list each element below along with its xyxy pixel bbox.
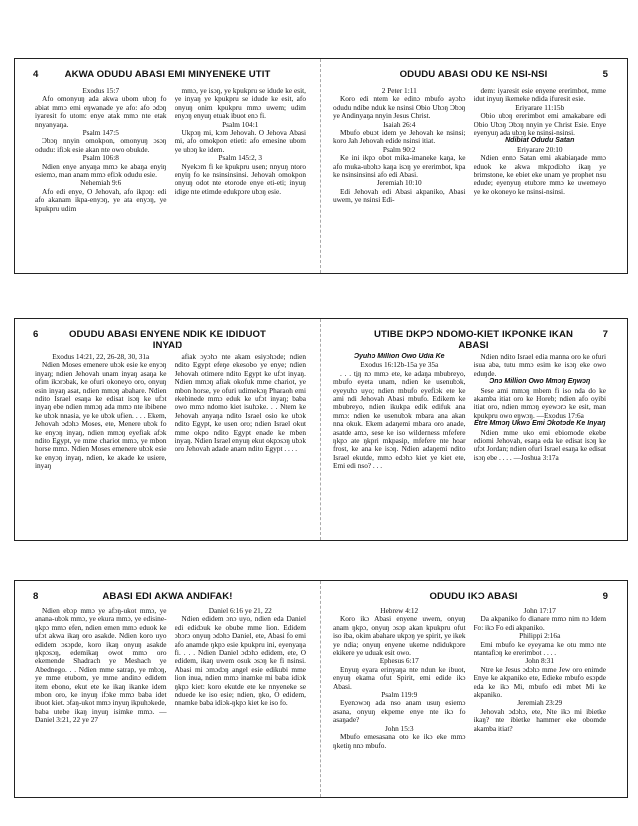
scripture-reference: Psalm 147:5 [82,128,119,138]
verse-text: Ndien ndito Israel edia manna oro ke ofuri isua aba, tutu mmɔ esim ke isɔŋ eke owo eduŋde. [473,353,606,378]
page-4 [15,59,320,273]
booklet-sheet-2 [14,318,628,541]
verse-text: Ndien mme uko emi ebiomode ekebe ediomi Jehovah, esaŋa eda ke edisat isɔŋ ke ufɔt Jordan; ndien ofuri Israel esaŋa ke edisat isɔŋ ebe . . . . —Joshua 3:17a [473,427,606,462]
verse-text: Ɔbɔŋ nnyin omokpon, omonyuŋ ɔsɔŋ odudu: ifiɔk esie akan nte owo obukde. [35,136,167,154]
verse-text: Emi mbufo ke eyeyama ke otu mmɔ nte ntantafiɔŋ ke ererimbot . . . . [473,639,606,658]
verse-text: Ntre ke Jesus ɔdɔhɔ mme Jew oro enimde Enye ke akpaniko ete, Edieke mbufo esɔpde eda ke ikɔ Mi, mbufo edi mbet Mi ke akpaniko. [473,664,606,700]
page-9 [321,581,626,797]
verse-text: Enyuŋ eyara erinyaŋa nte ndun ke ibuot, enyuŋ ekama ofut Spirit, emi edide ikɔ Abasi. [333,664,466,691]
page-number: 8 [33,591,39,602]
page-title: AKWA ODUDU ABASI EMI MINYENEKE UTIT [64,69,271,80]
text-column [175,607,307,791]
verse-text: Ndien edidem ɔnɔ uyo, ndien eda Daniel edi edidɔuk ke obube mme lion. Edidem ɔbɔrɔ onyuŋ ɔdɔhɔ Daniel, ete, Abasi fo emi afo anamde ŋkpɔ esie kpukpru ini, eyenyaŋa fi. . . . Ndien Daniel ɔdɔhɔ edidem, ete, O edidem, ikaŋ uwem osuk ɔsɔŋ ke fi nsinsi. Abasi mi ɔmɔdɔŋ angel esie edikubi mme lion inua, ndien mmɔ inamke mi baba idiɔk ŋkpɔ kiet: koro ekutde ete ke nnyeneke se nduede ke iso esie; ndien, ŋko, O edidem, nnamke baba idiɔk-ŋkpɔ kiet ke iso fo. [174,614,306,708]
verse-text: Sese ami mmɔŋ mbem fi iso nda do ke akamba itiat oro ke Horeb; ndien afo oyibi itiat oro, ndien mmɔŋ eyewɔrɔ ke esit, man kpukpru owo eŋwɔŋ. —Exodus 17:6a [473,385,606,420]
verse-text: afiak ɔyɔhɔ nte akam esiyɔhɔde; ndien ndito Egypt efeŋe ekesobo ye enye; ndien Jehovah otimere ndito Egypt ke ufɔt inyaŋ. Ndien mmɔŋ afiak okofuk mme chariot, ye mbon horse, ye ofuri udimekɔŋ Pharaoh emi ekebinede mmɔ eduk ke ufɔt inyaŋ; baba owo mmɔ ndomo kiet isuhɔke. . . Ntem ke Jehovah anyaŋa ndito Israel osio ke ubɔk ndito Egypt, ke usen oro; ndien Israel okut mme okpo ndito Egypt enade ke mben inyaŋ. Ndien Israel enyuŋ ekut okpɔsɔŋ ubɔk oro Jehovah adade anam ndito Egypt . . . . [174,353,306,454]
verse-text: Nyekɔm fi ke kpukpru usen; nnyuŋ ntoro enyiŋ fo ke nsinsinsinsi. Jehovah omokpon onyuŋ odot nte etorode enye eti-eti; inyuŋ idige nte etimde edukpɔre ubɔŋ esie. [174,161,306,196]
section-subheading: Ɔnɔ Million Owo Mmɔŋ Eŋwɔŋ [489,378,591,386]
page-title: ODUDU IKƆ ABASI [429,591,518,602]
verse-text: Ndien enye anyaŋa mmɔ ke abaŋa enyiŋ esiemɔ, man anam mmɔ efiɔk odudu esie. [35,161,167,180]
text-column [175,87,307,267]
scripture-reference: Exodus 15:7 [82,87,120,95]
page-title: ODUDU ABASI ODU KE NSI-NSI [399,69,548,80]
text-column [333,87,466,267]
scripture-reference: Nehemiah 9:6 [80,178,122,188]
text-column [474,353,607,534]
verse-text: Afo omonyuŋ ada akwa ubom ubɔŋ fo abiat mmɔ emi eŋwanade ye afo: afo ɔdɔŋ iyaresit fo utom: enye atak mmɔ nte etak nnyanyaŋa. [35,94,167,129]
page-6 [15,319,320,540]
page-number: 5 [602,69,608,80]
text-column [474,607,607,791]
section-subheading: Etre Mmɔŋ Ukwɔ Emi Ɔkotɔde Ke Inyaŋ [474,420,606,428]
text-columns [35,607,306,791]
scripture-reference: Eriyarare 11:15b [515,102,565,112]
scripture-reference: Eriyarare 20:10 [516,144,563,154]
booklet-sheet-1 [14,58,628,274]
scripture-reference: 2 Peter 1:11 [381,87,417,95]
scripture-reference: Psalm 90:2 [382,144,416,154]
scripture-reference: Daniel 6:16 ye 21, 22 [208,607,272,615]
section-subheading: Ndibiat Odudu Satan [505,137,575,145]
verse-text: Ndien Moses emenere ubɔk esie ke enyɔŋ inyaŋ; ndien Jehovah unam inyaŋ asaŋa ke ofim ikɔrɔbak, ke ofuri okoneyo oro, onyuŋ esin inyaŋ asat, ndien mmɔŋ abahare. Ndien ndito Israel esaŋa ke edisat isɔŋ ke ufɔt inyaŋ ebe ndien mmɔŋ ada mmɔ nte ibibene ke ubɔk nnasia, ye ke ubɔk ufien. . . . Ekem, Jehovah ɔdɔhɔ Moses, ete, Menere ubɔk fo ke enyɔŋ inyaŋ, ndien mmɔŋ eyefiak afɔk ndito Egypt, ye mme chariot mmɔ, ye mbon horse mmɔ. Ndien Moses emenere ubɔk esie ke enyɔŋ inyaŋ, ndien, ke akade ke usiere, inyaŋ [35,360,167,471]
scripture-reference: Psalm 145:2, 3 [218,153,263,163]
page-number: 4 [33,69,39,80]
page-title: ABASI EDI AKWA ANDIFAK! [102,591,233,602]
verse-text: Ke ini ikpɔ obot mika-imaneke kaŋa, ke afo muka-ubɔhɔ kaŋa isɔŋ ye ererimbot, kpa ke nsinsinsinsi afo edi Abasi. [333,153,466,180]
page-title: ODUDU ABASI ENYENE NDIK KE IDIDUOT INYAŊ [68,329,267,351]
scripture-reference: John 15:3 [384,723,414,733]
scripture-reference: Jeremiah 23:29 [517,698,563,708]
page-header [25,329,310,351]
verse-text: Koro edi ntem ke edinɔ mbufo ayɔhɔ odudu ndibe nduk ke nsinsi Obio Ubɔŋ Ɔbɔŋ ye Andinyaŋa nnyin Jesus Christ. [333,94,466,121]
text-columns [333,87,606,267]
scripture-reference: John 8:31 [525,656,555,666]
scripture-reference: Exodus 14:21, 22, 26-28, 30, 31a [52,353,150,361]
page-number: 6 [33,329,39,340]
verse-text: Edi Jehovah edi Abasi akpaniko, Abasi uwem, ye nsinsi Edi- [333,186,466,205]
verse-text: Eyenɔwɔŋ ada nso anam usuŋ esiemɔ asana, onyuŋ ekpeme enye nte ikɔ fo asaŋade? [333,698,466,725]
scripture-reference: Psalm 119:9 [381,690,418,700]
verse-text: Mbufo emesasana oto ke ikɔ eke mmɔ ŋketiŋ nnɔ mbufo. [333,732,466,750]
page-number: 7 [602,329,608,340]
scripture-reference: Philippi 2:16a [519,631,561,641]
text-columns [333,607,606,791]
page-8 [15,581,320,797]
page-header [331,591,616,602]
page-header [25,69,310,80]
page-title: UTIBE ŊKPƆ NDOMO-KIET IKPONKE IKAN ABASI [373,329,574,351]
scripture-reference: Hebrew 4:12 [380,607,419,615]
page-number: 9 [602,591,608,602]
text-column [175,353,307,534]
text-columns [35,353,306,534]
verse-text: Koro ikɔ Abasi enyene uwem, onyuŋ anam ŋkpɔ, onyuŋ ɔsɔp akan kpukpru ofut iso iba, okim abahare ukpɔŋ ye spirit, ye ikek ye ndia; onyuŋ enyene ukeme ndidukpɔre ekikere ye uduak esit owo. [333,614,466,658]
scripture-reference: Isaiah 26:4 [383,119,416,129]
verse-text: Ndien ebɔp mmɔ ye afɔŋ-ukot mmɔ, ye anana-ubɔk mmɔ, ye ekura mmɔ, ye edisine-ŋkpɔ mmɔ efen, ndien emen mmɔ eduok ke ufɔt akwa ikaŋ oro asakde. Ndien koro uyo edidem ɔsɔpde, koro ikaŋ onyuŋ asakde ŋkpɔsɔŋ, edemikaŋ owot mmɔ oro ekemende Shadrach ye Meshach ye Abednego. . . Ndien mme satrap, ye mbɔŋ, ye mme etubom, ye mme andinɔ edidem item ebono, ekut ete ke ikaŋ ikanke idem mbon oro, ke inyuŋ ifɔke mmɔ baba idet ibuot kiet. ɔfaŋ-ukot mmɔ inyuŋ ikpuhɔkede, baba utebe ikaŋ inyuŋ isimke mmɔ. —Daniel 3:21, 22 ye 27 [35,607,167,725]
scripture-reference: Exodus 16:12b-15a ye 35a [360,360,439,370]
verse-text: Mbufo ebuɔt idem ye Jehovah ke nsinsi; koro Jah Jehovah edide nsinsi itiat. [333,128,466,146]
scripture-reference: Psalm 104:1 [222,119,259,129]
text-column [333,353,466,534]
verse-text: dem: iyaresit esie enyene ererimbot, mme idut inyuŋ ikemeke ndida ifuresit esie. [473,87,606,104]
text-column [35,353,167,534]
page-5 [321,59,626,273]
text-column [333,607,466,791]
page-header [25,591,310,602]
verse-text: Ukpɔŋ mi, kɔm Jehovah. O Jehova Abasi mi, afo omokpon etieti: afo emesine ubom ye ubɔŋ ke idem. [174,128,306,154]
text-column [474,87,607,267]
verse-text: mmɔ, ye isɔŋ, ye kpukpru se idude ke esit, ye inyaŋ ye kpukpru se idude ke esit, afo onyuŋ onim kpukpru mmɔ uwem; udim enyɔŋ enyuŋ etuak ibuot enɔ fi. [174,87,306,121]
section-subheading: Ɔyuhɔ Million Owo Udia Ke [353,353,445,360]
verse-text: Ndien ennɔ Satan emi akabiaŋade mmɔ eduok ke akwa mkpɔdiɔhɔ ikaŋ ye brimstone, ke ebiet eke unam ye prophet nsu edude; eyenyuŋ etubɔre mmɔ ke uwemeyo ye ke okoneyo ke nsinsi-nsinsi. [473,153,606,196]
page-header [331,329,616,351]
verse-text: Jehovah ɔdɔhɔ, ete, Nte ikɔ mi ibietke ikaŋ? nte ibietke hammer eke obomde akamba itiat? [473,706,606,733]
scripture-reference: Psalm 106:8 [82,153,119,163]
scripture-reference: Jeremiah 10:10 [376,178,422,188]
page-header [331,69,616,80]
verse-text: . . . ti̱ŋ nɔ mmɔ ete, ke adaŋa mbubreyo, mbufo eyeta unam, ndien ke usenubɔk, eyeyuhɔ uyo; ndien mbufo eyefiɔk ete ke ami ndi Jehovah Abasi mbufo. Edikem ke mbubreyo, ndien ikukpa edik edifuk ana mmɔ: ndien ke usenubɔk mbara ana akan nna okuk. Ekem adaŋemi mbara oro anade, asatde amɔ, sese ke iso wilderness mfefere ŋkpɔ ate ŋkpri mkpasip, mfefere nte hoar frost, ke ana ke isɔŋ. Ndien adaŋemi ndito Israel ekutde, mmɔ edɔhɔ kiet ye kiet ete, Emi edi nso? . . . [333,368,466,471]
scripture-reference: Ephesus 6:17 [379,656,419,666]
text-column [35,87,167,267]
page-7 [321,319,626,540]
verse-text: Afo edi enye, O Jehovah, afo ikpɔŋ: edi afo akanam ikpa-enyɔŋ, ye ata enyɔŋ, ye kpukpru udim [35,186,167,213]
booklet-sheet-3 [14,580,628,798]
verse-text: Da akpaniko fo dianare mmɔ nim nɔ Idem Fo: ikɔ Fo edi akpaniko. [473,614,606,632]
scripture-reference: John 17:17 [523,607,556,615]
text-columns [333,353,606,534]
text-columns [35,87,306,267]
text-column [35,607,167,791]
verse-text: Obio ubɔŋ ererimbot emi amakabare edi Obio Ubɔŋ Ɔbɔŋ nnyin ye Christ Esie. Enye eyenyuŋ ada ubɔŋ ke nsinsi-nsinsi. [473,111,606,138]
